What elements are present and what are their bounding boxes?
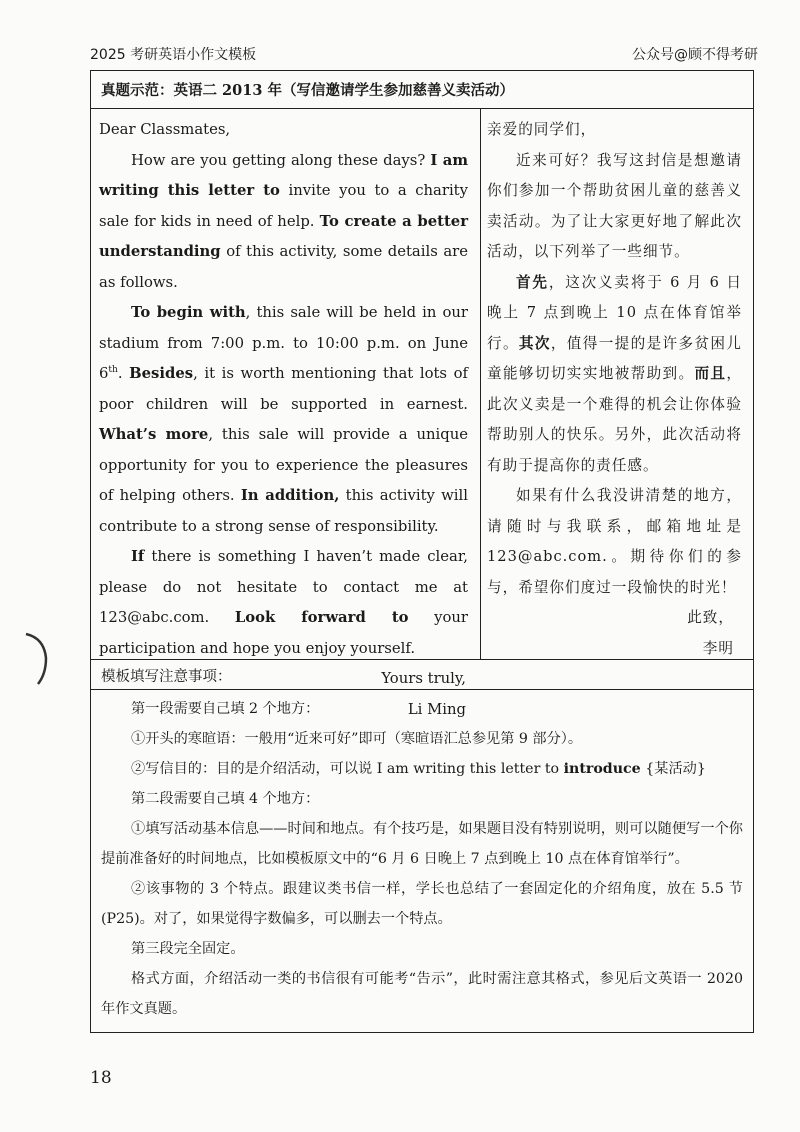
note-line: ②写信目的：目的是介绍活动，可以说 I am writing this letter to introduce {某活动} — [131, 761, 706, 777]
note-line: 第二段需要自己填 4 个地方： — [131, 791, 320, 807]
header-right-source: 公众号@顾不得考研 — [632, 47, 758, 63]
page-header — [90, 44, 758, 66]
chinese-paragraph-3: 如果有什么我没讲清楚的地方，请随时与我联系，邮箱地址是 123@abc.com.。期待你们的参与，希望你们度过一段愉快的时光！ — [487, 487, 742, 596]
notes-title: 模板填写注意事项： — [91, 660, 753, 690]
chinese-paragraph-1: 近来可好？我写这封信是想邀请你们参加一个帮助贫困儿童的慈善义卖活动。为了让大家更好地了解此次活动，以下列举了一些细节。 — [487, 151, 742, 260]
example-title: 真题示范：英语二 2013 年（写信邀请学生参加慈善义卖活动） — [91, 71, 753, 109]
english-signature: Li Ming — [407, 700, 466, 718]
page-number: 18 — [90, 1068, 112, 1088]
template-table — [90, 70, 754, 1033]
header-left-title: 2025 考研英语小作文模板 — [90, 47, 257, 63]
template-notes — [91, 659, 753, 1032]
english-paragraph-2: To begin with, this sale will be held in our stadium from 7:00 p.m. to 10:00 p.m. on June 6th. Besides, it is worth mentioning that lots of poor children will be supported in earnest. What’s more, this sale will provide a unique opportunity for you to experience the pleasures of helping others. In addition, this activity will contribute to a strong sense of responsibility. — [99, 304, 469, 535]
note-line: 格式方面，介绍活动一类的书信很有可能考“告示”，此时需注意其格式，参见后文英语一 2020 年作文真题。 — [101, 971, 743, 1017]
note-line: ①填写活动基本信息——时间和地点。有个技巧是，如果题目没有特别说明，则可以随便写一个你提前准备好的时间地点，比如模板原文中的“6 月 6 日晚上 7 点到晚上 10 点在体育馆举行”。 — [101, 821, 743, 867]
note-line: ②该事物的 3 个特点。跟建议类书信一样，学长也总结了一套固定化的介绍角度，放在 5.5 节 (P25)。对了，如果觉得字数偏多，可以删去一个特点。 — [101, 881, 743, 927]
note-line: 第一段需要自己填 2 个地方： — [131, 701, 320, 717]
note-line: ①开头的寒暄语：一般用“近来可好”即可（寒暄语汇总参见第 9 部分）。 — [131, 731, 583, 747]
binding-clip-mark — [22, 628, 52, 688]
chinese-greeting: 亲爱的同学们， — [487, 121, 597, 138]
chinese-signature: 李明 — [702, 639, 734, 657]
chinese-closing: 此致， — [687, 609, 734, 626]
english-closing: Yours truly, — [381, 670, 466, 687]
english-greeting: Dear Classmates, — [99, 121, 231, 138]
notes-body — [91, 690, 753, 1024]
english-paragraph-3: If there is something I haven’t made clear, please do not hesitate to contact me at 123@abc.com. Look forward to your participation and hope you enjoy yourself. — [99, 548, 469, 657]
note-line: 第三段完全固定。 — [131, 941, 245, 957]
chinese-letter — [481, 109, 752, 659]
english-paragraph-1: How are you getting along these days? I am writing this letter to invite you to a charity sale for kids in need of help. To create a better understanding of this activity, some details are as follows. — [99, 151, 468, 291]
chinese-paragraph-2: 首先，这次义卖将于 6 月 6 日晚上 7 点到晚上 10 点在体育馆举行。其次，值得一提的是许多贫困儿童能够切切实实地被帮助到。而且，此次义卖是一个难得的机会让你体验帮助别人的快乐。另外，此次活动将有助于提高你的责任感。 — [487, 273, 742, 474]
